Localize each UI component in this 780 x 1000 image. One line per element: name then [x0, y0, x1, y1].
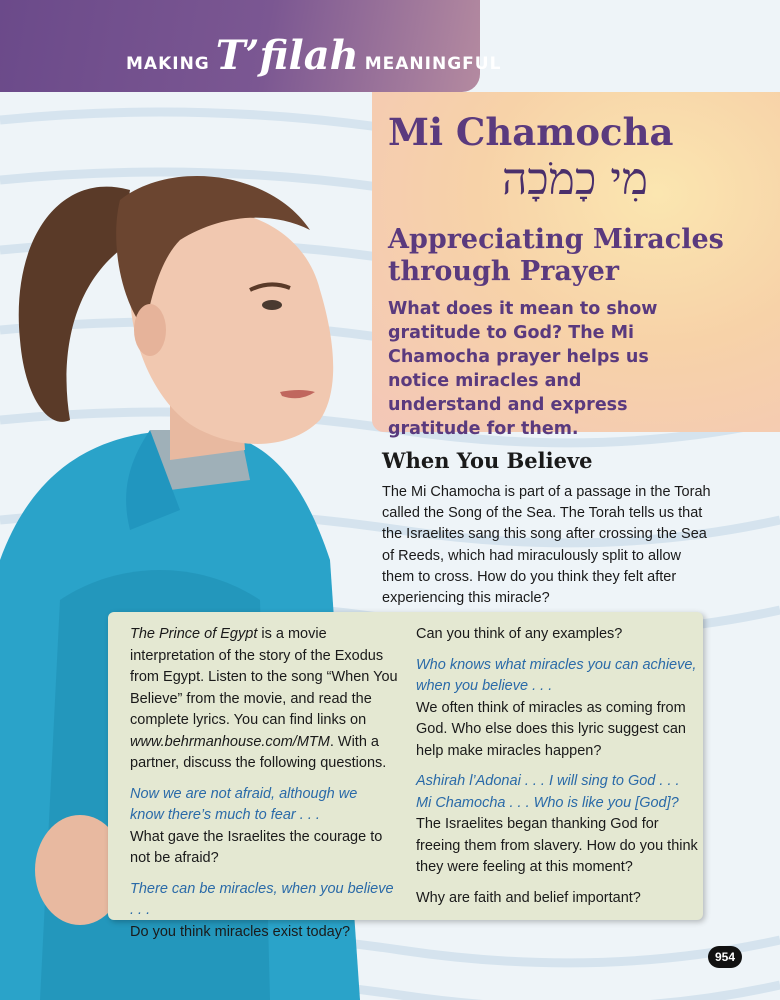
lyric-1-line-b: know there’s much to fear . . . [130, 807, 320, 823]
question-1: What gave the Israelites the courage to not be afraid? [130, 828, 383, 866]
discussion-box [108, 612, 703, 940]
discussion-column-left [130, 624, 400, 952]
series-banner [0, 0, 502, 92]
question-3: We often think of miracles as coming from God. Who else does this lyric suggest can help make miracles happen? [416, 699, 686, 759]
section-body: The Mi Chamocha is part of a passage in the Torah called the Song of the Sea. The Torah tells us that the Israelites sang this song after crossing the Sea of Reeds, which had miraculously split to allow them to cross. How do you think they felt after experiencing this miracle? [382, 484, 711, 607]
section-heading: When You Believe [382, 448, 593, 473]
series-suffix: MEANINGFUL [364, 54, 502, 74]
lyric-4-line-b: Mi Chamocha . . . Who is like you [God]? [416, 794, 679, 811]
lyric-1 [130, 784, 400, 827]
lyric-3-line-a: Who knows what miracles you can achieve, [416, 656, 697, 673]
lyric-2: There can be miracles, when you believe . . . [130, 880, 394, 918]
discussion-column-right [416, 624, 698, 918]
title-panel [372, 92, 780, 439]
page-title: Mi Chamocha [388, 110, 674, 154]
subtitle-line-2: through Prayer [388, 256, 619, 287]
page-subtitle [388, 224, 768, 288]
lyric-3-line-b: when you believe . . . [416, 678, 553, 694]
page-number: 954 [708, 946, 742, 968]
question-5: Why are faith and belief important? [416, 889, 641, 906]
website-link[interactable]: www.behrmanhouse.com/MTM [130, 733, 330, 750]
lyric-4 [416, 771, 698, 814]
intro-text-b: . With a partner, discuss the following questions. [130, 733, 387, 771]
question-4: The Israelites began thanking God for freeing them from slavery. How do you think they were feeling at this moment? [416, 816, 698, 875]
series-title [126, 32, 501, 82]
question-2-continued: Can you think of any examples? [416, 626, 623, 642]
lyric-1-line-a: Now we are not afraid, although we [130, 785, 358, 802]
intro-text-a: is a movie interpretation of the story of the Exodus from Egypt. Listen to the song “When You Believe” from the movie, and read the complete lyrics. You can find links on [130, 626, 398, 728]
hebrew-title: מִי כָמֹכָה [501, 154, 648, 205]
question-2: Do you think miracles exist today? [130, 923, 351, 940]
series-prefix: MAKING [126, 54, 210, 74]
subtitle-line-1: Appreciating Miracles [388, 224, 724, 255]
intro-text: What does it mean to show gratitude to God? The Mi Chamocha prayer helps us notice miracles and understand and express gratitude for them. [388, 299, 658, 439]
movie-title: The Prince of Egypt [130, 626, 258, 642]
series-main: T’filah [215, 32, 359, 79]
lyric-3 [416, 655, 698, 698]
lyric-4-line-a: Ashirah l’Adonai . . . I will sing to God . . . [416, 773, 680, 789]
discussion-intro [130, 624, 400, 775]
